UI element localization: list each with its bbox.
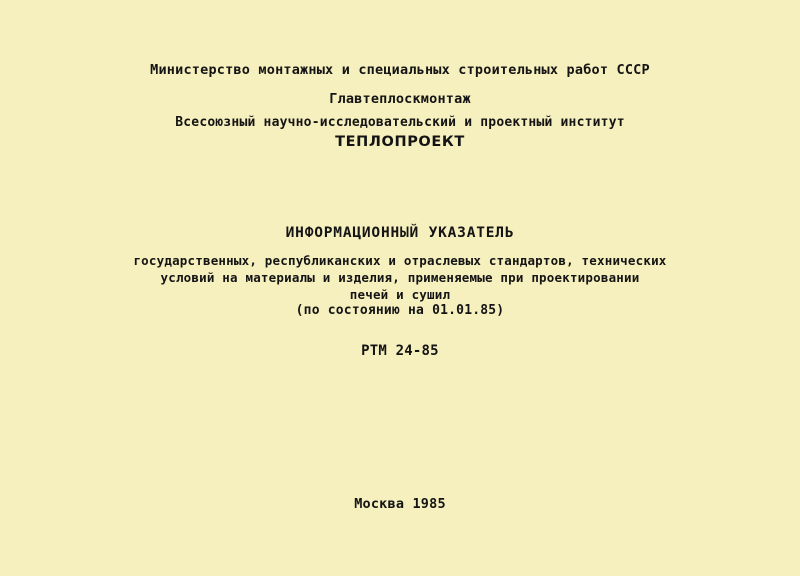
ministry-name: Министерство монтажных и специальных строительных работ СССР bbox=[150, 62, 650, 78]
city-year: Москва 1985 bbox=[354, 496, 446, 512]
glavk-name: Главтеплоскмонтаж bbox=[329, 91, 471, 107]
description-line-2: условий на материалы и изделия, применяемые при проектировании bbox=[160, 270, 640, 285]
institute-description: Всесоюзный научно-исследовательский и проектный институт bbox=[175, 115, 625, 130]
document-code: РТМ 24-85 bbox=[361, 343, 439, 359]
description-line-1: государственных, республиканских и отраслевых стандартов, технических bbox=[133, 253, 667, 268]
state-date-note: (по состоянию на 01.01.85) bbox=[295, 303, 505, 318]
document-heading: ИНФОРМАЦИОННЫЙ УКАЗАТЕЛЬ bbox=[285, 225, 515, 241]
description-line-3: печей и сушил bbox=[349, 287, 451, 302]
institute-name: ТЕПЛОПРОЕКТ bbox=[335, 134, 465, 150]
